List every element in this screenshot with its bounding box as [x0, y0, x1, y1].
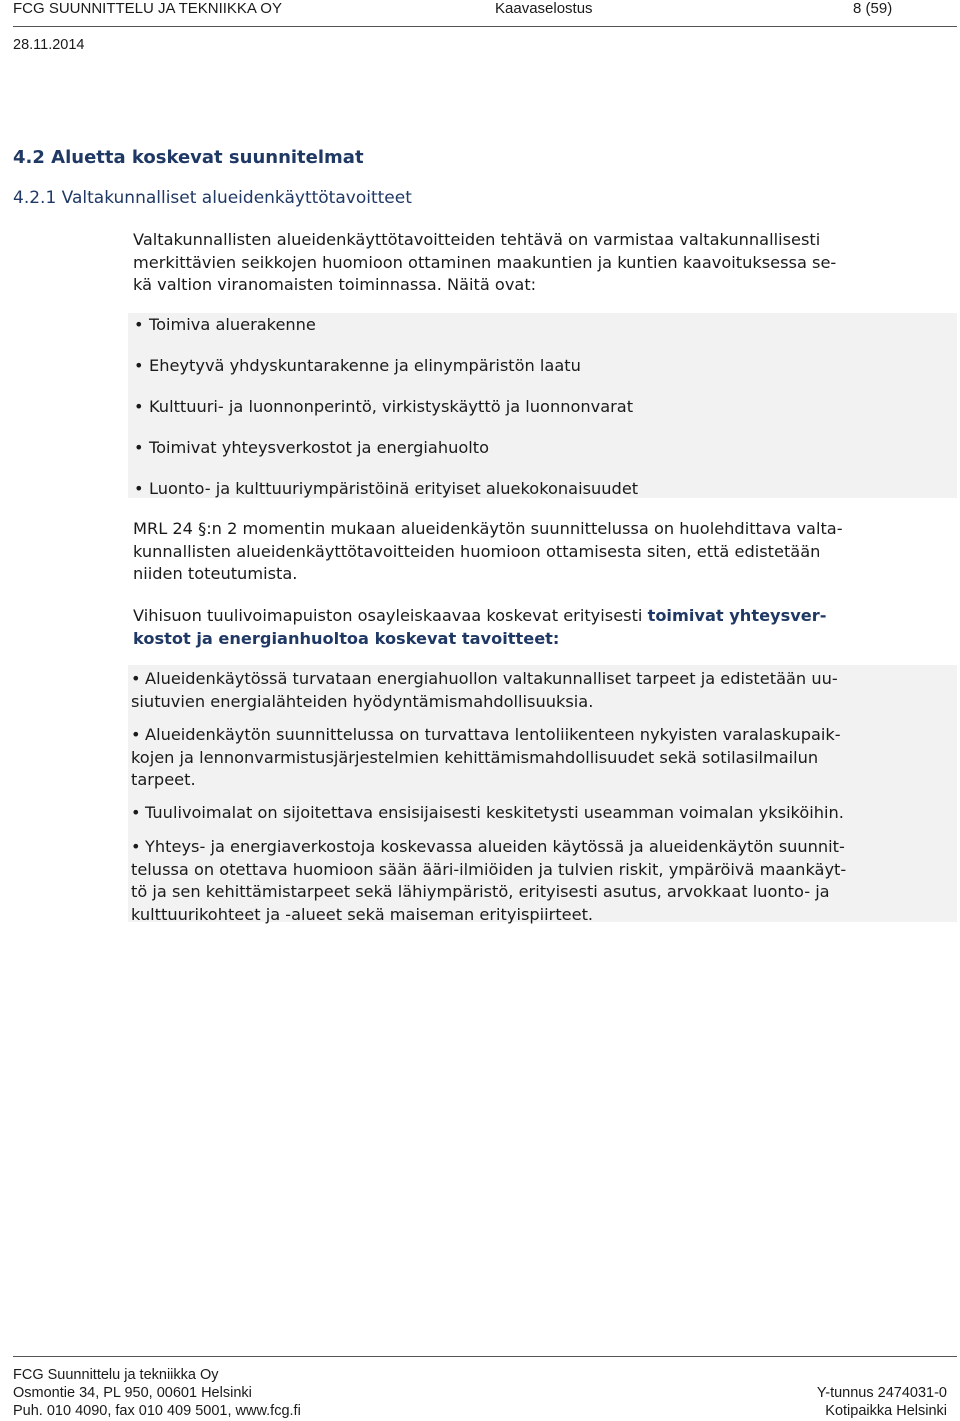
goal-list-item: • Kulttuuri- ja luonnonperintö, virkistyskäyttö ja luonnonvarat — [134, 397, 634, 416]
mrl-paragraph — [133, 518, 953, 586]
goal-list-item: • Eheytyvä yhdyskuntarakenne ja elinympäristön laatu — [134, 356, 581, 375]
footer-company: FCG Suunnittelu ja tekniikka Oy — [13, 1367, 219, 1383]
intro-paragraph — [133, 229, 953, 297]
intro-line: merkittävien seikkojen huomioon ottaminen maakuntien ja kuntien kaavoituksessa se- — [133, 252, 837, 272]
vihisuon-text: Vihisuon tuulivoimapuiston osayleiskaavaa koskevat erityisesti — [133, 606, 648, 625]
header-date: 28.11.2014 — [13, 37, 85, 53]
goal-list-item: • Luonto- ja kulttuuriympäristöinä erityiset aluekokonaisuudet — [134, 479, 639, 498]
vihisuon-emphasis: toimivat yhteysver- — [647, 606, 827, 625]
footer-domicile: Kotipaikka Helsinki — [825, 1403, 947, 1419]
mrl-line: kunnallisten alueidenkäyttötavoitteiden huomioon ottamisesta siten, että edistetään — [133, 541, 821, 561]
target-list-item: • Yhteys- ja energiaverkostoja koskevassa alueiden käytössä ja alueidenkäytön suunnit- telussa on otettava huomioon sään ääri-ilmiöiden ja tulvien riskit, ympäröivä maankäyt- tö ja sen kehittämistarpeet sekä lähiympäristö, erityisesti asutus, arvokkaat luonto- ja kulttuurikohteet ja -alueet sekä maiseman erityispiirteet. — [131, 837, 847, 924]
vihisuon-paragraph — [133, 605, 953, 650]
target-list-item: • Alueidenkäytössä turvataan energiahuollon valtakunnalliset tarpeet ja edistetään uu- siutuvien energialähteiden hyödyntämismahdollisuuksia. — [131, 669, 838, 711]
header-page-number: 8 (59) — [853, 0, 893, 17]
footer-contact: Puh. 010 4090, fax 010 409 5001, www.fcg.fi — [13, 1403, 301, 1419]
header-divider — [13, 26, 957, 27]
section-heading: 4.2 Aluetta koskevat suunnitelmat — [13, 147, 364, 168]
goal-list-item: • Toimivat yhteysverkostot ja energiahuolto — [134, 438, 489, 457]
intro-line: kä valtion viranomaisten toiminnassa. Näitä ovat: — [133, 275, 537, 294]
mrl-line: niiden toteutumista. — [133, 564, 298, 583]
target-list-item: • Alueidenkäytön suunnittelussa on turvattava lentoliikenteen nykyisten varalaskupaik- kojen ja lennonvarmistusjärjestelmien kehittämismahdollisuudet sekä sotilasilmailun tarpeet. — [131, 725, 841, 789]
header-company: FCG SUUNNITTELU JA TEKNIIKKA OY — [13, 0, 282, 17]
footer-business-id: Y-tunnus 2474031-0 — [816, 1385, 947, 1401]
header-doc-type: Kaavaselostus — [495, 0, 593, 17]
mrl-line: MRL 24 §:n 2 momentin mukaan alueidenkäytön suunnittelussa on huolehdittava valta- — [133, 519, 843, 538]
subsection-heading: 4.2.1 Valtakunnalliset alueidenkäyttötavoitteet — [13, 188, 412, 208]
goal-list-item: • Toimiva aluerakenne — [134, 315, 316, 334]
intro-line: Valtakunnallisten alueidenkäyttötavoitteiden tehtävä on varmistaa valtakunnallisesti — [133, 230, 821, 249]
vihisuon-emphasis: kostot ja energianhuoltoa koskevat tavoitteet: — [133, 628, 560, 648]
footer-address: Osmontie 34, PL 950, 00601 Helsinki — [13, 1385, 252, 1401]
footer-divider — [13, 1356, 957, 1357]
target-list-item: • Tuulivoimalat on sijoitettava ensisijaisesti keskitetysti useamman voimalan yksiköihin. — [131, 803, 844, 822]
